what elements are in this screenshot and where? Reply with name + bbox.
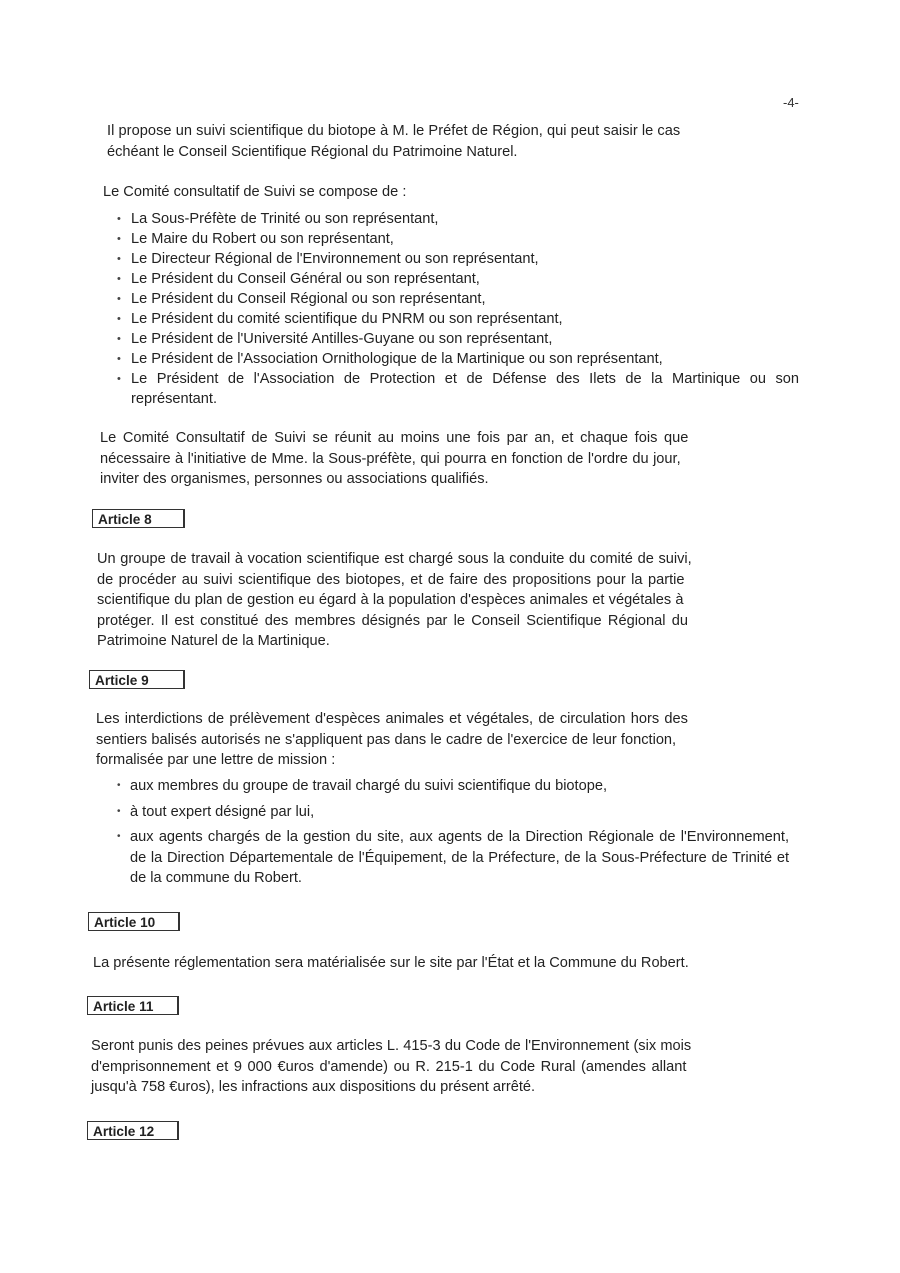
text-line: nécessaire à l'initiative de Mme. la Sous-préfète, qui pourra en fonction de l'ordre du jour, (100, 450, 681, 467)
text-line: scientifique du plan de gestion eu égard à la population d'espèces animales et végétales à (97, 592, 684, 608)
list-item: • Le Président de l'Université Antilles-Guyane ou son représentant, (117, 329, 799, 349)
page-number: -4- (783, 95, 799, 110)
article-9-list (117, 776, 789, 894)
text-line: formalisée par une lettre de mission : (96, 752, 336, 768)
text-line: Les interdictions de prélèvement d'espèces animales et végétales, de circulation hors des (96, 711, 688, 727)
committee-heading: Le Comité consultatif de Suivi se compose de : (103, 184, 407, 200)
list-item: • à tout expert désigné par lui, (117, 802, 789, 823)
list-item: • Le Président de l'Association Ornithologique de la Martinique ou son représentant, (117, 349, 799, 369)
text-line: d'emprisonnement et 9 000 €uros d'amende) ou R. 215-1 du Code Rural (amendes allant (91, 1058, 687, 1075)
text-line: inviter des organismes, personnes ou associations qualifiés. (100, 471, 489, 487)
committee-members-list (117, 209, 799, 409)
committee-meeting-paragraph (100, 428, 794, 490)
intro-paragraph (107, 121, 797, 162)
list-item: • Le Président du comité scientifique du PNRM ou son représentant, (117, 309, 799, 329)
article-11-heading: Article 11 (87, 996, 179, 1015)
text-line: sentiers balisés autorisés ne s'appliquent pas dans le cadre de l'exercice de leur fonction, (96, 731, 677, 748)
article-11-paragraph (91, 1036, 786, 1098)
text-line: jusqu'à 758 €uros), les infractions aux dispositions du présent arrêté. (91, 1079, 536, 1095)
list-item: • Le Président du Conseil Général ou son représentant, (117, 269, 799, 289)
text-line: protéger. Il est constitué des membres désignés par le Conseil Scientifique Régional du (97, 612, 689, 629)
text-line: Patrimoine Naturel de la Martinique. (97, 633, 330, 649)
list-item: • aux membres du groupe de travail chargé du suivi scientifique du biotope, (117, 776, 789, 797)
article-10-heading: Article 10 (88, 912, 180, 931)
list-item: • aux agents chargés de la gestion du site, aux agents de la Direction Régionale de l'Environnement, de la Direction Départementale de l'Équipement, de la Préfecture, de la Sous-Préfecture de Trinité et de la commune du Robert. (117, 827, 789, 889)
article-12-heading: Article 12 (87, 1121, 179, 1140)
list-item: • Le Maire du Robert ou son représentant, (117, 229, 799, 249)
article-9-paragraph (96, 709, 790, 771)
list-item: • Le Président de l'Association de Protection et de Défense des Ilets de la Martinique ou son représentant. (117, 369, 799, 409)
list-item: • Le Directeur Régional de l'Environnement ou son représentant, (117, 249, 799, 269)
text-line: Le Comité Consultatif de Suivi se réunit au moins une fois par an, et chaque fois que (100, 430, 689, 446)
text-line: de procéder au suivi scientifique des biotopes, et de faire des propositions pour la partie (97, 571, 685, 588)
article-8-heading: Article 8 (92, 509, 185, 528)
article-9-heading: Article 9 (89, 670, 185, 689)
text-line: Il propose un suivi scientifique du biotope à M. le Préfet de Région, qui peut saisir le cas (107, 123, 681, 139)
text-line: Un groupe de travail à vocation scientifique est chargé sous la conduite du comité de suivi, (97, 551, 692, 567)
article-10-paragraph: La présente réglementation sera matérialisée sur le site par l'État et la Commune du Robert. (93, 955, 689, 971)
text-line: Seront punis des peines prévues aux articles L. 415-3 du Code de l'Environnement (six mois (91, 1038, 692, 1054)
article-8-paragraph (97, 549, 791, 652)
text-line: échéant le Conseil Scientifique Régional du Patrimoine Naturel. (107, 143, 518, 160)
list-item: • La Sous-Préfète de Trinité ou son représentant, (117, 209, 799, 229)
list-item: • Le Président du Conseil Régional ou son représentant, (117, 289, 799, 309)
